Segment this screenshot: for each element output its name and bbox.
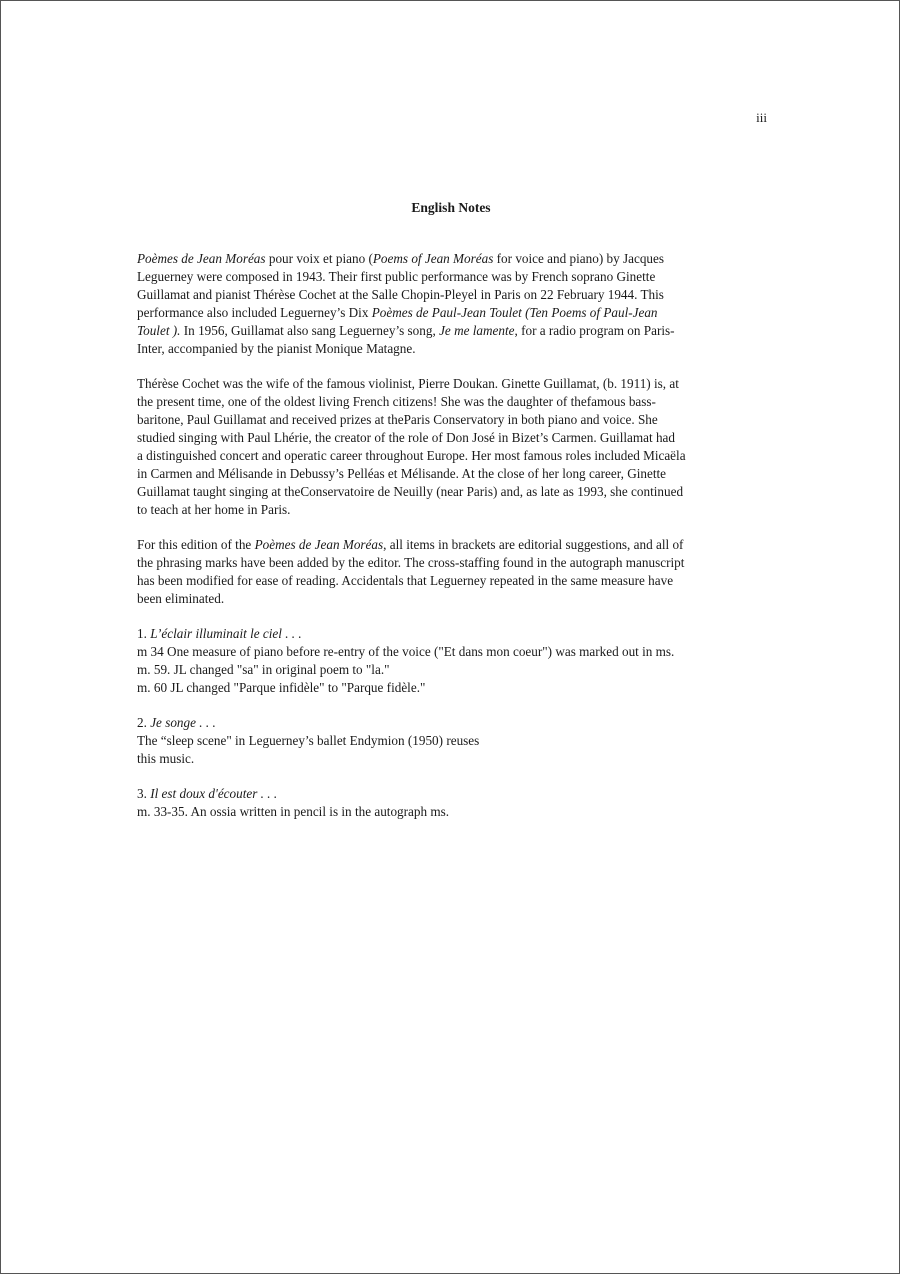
text-line: Guillamat and pianist Thérèse Cochet at the Salle Chopin-Pleyel in Paris on 22 February 1944. This: [137, 287, 664, 302]
paragraph-edition: [137, 536, 767, 608]
text-line: [137, 536, 767, 554]
text-line: to teach at her home in Paris.: [137, 502, 291, 517]
note-line: m. 33-35. An ossia written in pencil is in the autograph ms.: [137, 804, 450, 819]
work-title-translation: Poems of Jean Moréas: [372, 251, 494, 266]
song-title: L’éclair illuminait le ciel . . .: [150, 626, 302, 641]
note-number: 3.: [137, 786, 151, 801]
song-note-2: [137, 714, 767, 768]
song-title: Je songe . . .: [150, 715, 216, 730]
text-run: In 1956, Guillamat also sang Leguerney’s song,: [180, 323, 440, 338]
text-run: performance also included Leguerney’s Dix: [137, 305, 372, 320]
work-title: Toulet ).: [137, 323, 181, 338]
note-line: this music.: [137, 751, 195, 766]
text-line: been eliminated.: [137, 591, 225, 606]
text-run: For this edition of the: [137, 537, 255, 552]
text-run: , for a radio program on Paris-: [514, 323, 675, 338]
page-title: English Notes: [411, 200, 491, 215]
song-note-heading: [137, 785, 767, 803]
song-title: Il est doux d'écouter . . .: [150, 786, 278, 801]
text-line: Leguerney were composed in 1943. Their first public performance was by French soprano Ginette: [137, 269, 656, 284]
work-title: Poèmes de Paul-Jean Toulet (Ten Poems of Paul-Jean: [371, 305, 658, 320]
song-title: Je me lamente: [439, 323, 515, 338]
text-line: Guillamat taught singing at theConservatoire de Neuilly (near Paris) and, as late as 1993, she continued: [137, 484, 684, 499]
text-line: has been modified for ease of reading. Accidentals that Leguerney repeated in the same measure have: [137, 573, 674, 588]
text-run: for voice and piano) by Jacques: [493, 251, 665, 266]
note-number: 1.: [137, 626, 151, 641]
text-line: Thérèse Cochet was the wife of the famous violinist, Pierre Doukan. Ginette Guillamat, (b. 1911) is, at: [137, 376, 679, 391]
work-title: Poèmes de Jean Moréas: [137, 251, 266, 266]
notes-body: [137, 250, 767, 838]
text-run: , all items in brackets are editorial suggestions, and all of: [383, 537, 684, 552]
text-line: [137, 304, 767, 322]
note-line: m. 59. JL changed "sa" in original poem to "la.": [137, 662, 390, 677]
text-run: pour voix et piano (: [265, 251, 373, 266]
paragraph-biography: [137, 375, 767, 519]
text-line: baritone, Paul Guillamat and received prizes at theParis Conservatory in both piano and voice. She: [137, 412, 658, 427]
song-note-heading: [137, 714, 767, 732]
paragraph-intro: [137, 250, 767, 358]
song-note-3: [137, 785, 767, 821]
text-line: a distinguished concert and operatic career throughout Europe. Her most famous roles included Micaëla: [137, 448, 686, 463]
text-line: the present time, one of the oldest living French citizens! She was the daughter of thefamous bass-: [137, 394, 656, 409]
note-line: The “sleep scene" in Leguerney’s ballet Endymion (1950) reuses: [137, 733, 480, 748]
note-line: m. 60 JL changed "Parque infidèle" to "Parque fidèle.": [137, 680, 426, 695]
text-line: [137, 250, 767, 268]
note-line: m 34 One measure of piano before re-entry of the voice ("Et dans mon coeur") was marked out in ms.: [137, 644, 675, 659]
text-line: in Carmen and Mélisande in Debussy’s Pelléas et Mélisande. At the close of her long career, Ginette: [137, 466, 667, 481]
text-line: studied singing with Paul Lhérie, the creator of the role of Don José in Bizet’s Carmen. Guillamat had: [137, 430, 675, 445]
song-note-1: [137, 625, 767, 697]
text-line: [137, 322, 767, 340]
song-note-heading: [137, 625, 767, 643]
text-line: Inter, accompanied by the pianist Monique Matagne.: [137, 341, 416, 356]
work-title: Poèmes de Jean Moréas: [254, 537, 384, 552]
text-line: the phrasing marks have been added by the editor. The cross-staffing found in the autograph manuscript: [137, 555, 685, 570]
page-number: iii: [756, 110, 767, 125]
note-number: 2.: [137, 715, 151, 730]
